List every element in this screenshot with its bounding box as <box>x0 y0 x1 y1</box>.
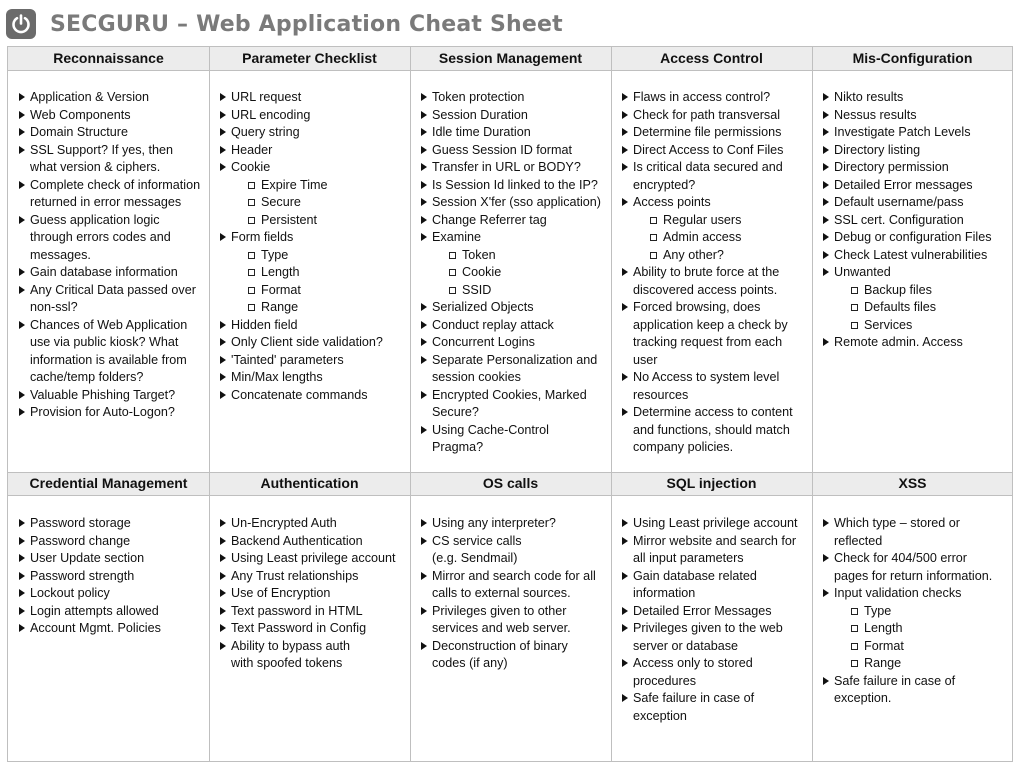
list-item: Lockout policy <box>18 585 208 603</box>
list-item: SSL Support? If yes, then <box>18 142 208 160</box>
list-item: SSL cert. Configuration <box>822 212 1012 230</box>
list-item-continuation: codes (if any) <box>432 656 508 670</box>
page-title: SECGURU – Web Application Cheat Sheet <box>50 11 563 37</box>
list-item-continuation: reflected <box>834 533 883 548</box>
list-item: Text password in HTML <box>219 603 409 621</box>
sub-list-item: Admin access <box>621 229 811 247</box>
list-item-continuation: Pragma? <box>432 440 484 454</box>
list-item: Valuable Phishing Target? <box>18 387 208 405</box>
list-item: Hidden field <box>219 317 409 335</box>
sub-list-item: Any other? <box>621 247 811 265</box>
list-item: Is Session Id linked to the IP? <box>420 177 610 195</box>
list-item: Using Least privilege account <box>219 550 409 568</box>
list-item: Transfer in URL or BODY? <box>420 159 610 177</box>
list-item: Using Least privilege account <box>621 515 811 533</box>
list-item: Using any interpreter? <box>420 515 610 533</box>
list-item-continuation: session cookies <box>432 370 521 384</box>
column-divider <box>611 47 612 761</box>
header-mis-configuration: Mis-Configuration <box>852 50 973 66</box>
list-item: Ability to brute force at the <box>621 264 811 282</box>
list-item: Guess application logic <box>18 212 208 230</box>
sub-list-item: Expire Time <box>219 177 409 195</box>
list-item: Password storage <box>18 515 208 533</box>
list-item: Determine access to content <box>621 404 811 422</box>
sub-list-item: Cookie <box>420 264 610 282</box>
list-item: Token protection <box>420 89 610 107</box>
list-item: Concurrent Logins <box>420 334 610 352</box>
list-item: Examine <box>420 229 610 247</box>
list-item-continuation: resources <box>633 387 689 402</box>
sub-list-item: Services <box>822 317 1012 335</box>
access-control-list <box>621 89 811 457</box>
list-item: CS service calls <box>420 533 610 551</box>
list-item-continuation: cache/temp folders? <box>30 370 144 384</box>
header-access-control: Access Control <box>660 50 763 66</box>
header-xss: XSS <box>898 475 927 491</box>
column-divider <box>209 47 210 761</box>
parameter-checklist-list <box>219 89 409 404</box>
power-icon <box>6 9 36 39</box>
xss-list <box>822 515 1012 708</box>
list-item: Idle time Duration <box>420 124 610 142</box>
list-item: Using Cache-Control <box>420 422 610 440</box>
list-item-continuation: server or database <box>633 638 739 653</box>
column-divider <box>410 47 411 761</box>
list-item: Web Components <box>18 107 208 125</box>
list-item-continuation: and functions, should match <box>633 422 790 437</box>
list-item-continuation: exception <box>633 708 687 723</box>
list-item: Which type – stored or <box>822 515 1012 533</box>
title-bar <box>6 6 563 42</box>
list-item: Default username/pass <box>822 194 1012 212</box>
list-item: Serialized Objects <box>420 299 610 317</box>
list-item: Mirror website and search for <box>621 533 811 551</box>
list-item-continuation: what version & ciphers. <box>30 160 161 174</box>
list-item: Session X'fer (sso application) <box>420 194 610 212</box>
list-item: Gain database related <box>621 568 811 586</box>
sub-list-item: Type <box>219 247 409 265</box>
sub-list-item: Backup files <box>822 282 1012 300</box>
list-item-continuation: company policies. <box>633 440 734 454</box>
list-item-continuation: Secure? <box>432 405 479 419</box>
list-item-continuation: returned in error messages <box>30 195 182 209</box>
os-calls-list <box>420 515 610 673</box>
sub-list-item: Format <box>822 638 1012 656</box>
list-item: Separate Personalization and <box>420 352 610 370</box>
list-item: Cookie <box>219 159 409 177</box>
list-item: Any Trust relationships <box>219 568 409 586</box>
list-item: Header <box>219 142 409 160</box>
list-item-continuation: information is available from <box>30 352 187 367</box>
list-item-continuation: discovered access points. <box>633 282 778 297</box>
sub-list-item: Defaults files <box>822 299 1012 317</box>
list-item: Check for path transversal <box>621 107 811 125</box>
list-item: Directory listing <box>822 142 1012 160</box>
list-item-continuation: application keep a check by <box>633 317 788 332</box>
sub-list-item: Type <box>822 603 1012 621</box>
sub-list-item: Format <box>219 282 409 300</box>
mis-configuration-list <box>822 89 1012 352</box>
list-item: Nikto results <box>822 89 1012 107</box>
header-reconnaissance: Reconnaissance <box>53 50 164 66</box>
list-item: Is critical data secured and <box>621 159 811 177</box>
list-item: Only Client side validation? <box>219 334 409 352</box>
list-item: Backend Authentication <box>219 533 409 551</box>
list-item: Min/Max lengths <box>219 369 409 387</box>
list-item: Safe failure in case of <box>621 690 811 708</box>
reconnaissance-list <box>18 89 208 422</box>
list-item: User Update section <box>18 550 208 568</box>
list-item: Unwanted <box>822 264 1012 282</box>
list-item: Detailed Error Messages <box>621 603 811 621</box>
list-item-continuation: (e.g. Sendmail) <box>432 551 518 565</box>
header-authentication: Authentication <box>260 475 359 491</box>
list-item: Any Critical Data passed over <box>18 282 208 300</box>
list-item-continuation: calls to external sources. <box>432 586 571 600</box>
header-credential-management: Credential Management <box>29 475 188 491</box>
list-item: Debug or configuration Files <box>822 229 1012 247</box>
list-item-continuation: pages for return information. <box>834 568 993 583</box>
list-item-continuation: use via public kiosk? What <box>30 335 179 349</box>
header-session-management: Session Management <box>438 50 583 66</box>
list-item-continuation: services and web server. <box>432 621 571 635</box>
sub-list-item: Persistent <box>219 212 409 230</box>
sql-injection-list <box>621 515 811 725</box>
list-item: Account Mgmt. Policies <box>18 620 208 638</box>
list-item: Concatenate commands <box>219 387 409 405</box>
list-item: 'Tainted' parameters <box>219 352 409 370</box>
list-item: Gain database information <box>18 264 208 282</box>
list-item: Mirror and search code for all <box>420 568 610 586</box>
list-item: Form fields <box>219 229 409 247</box>
list-item: Conduct replay attack <box>420 317 610 335</box>
list-item-continuation: with spoofed tokens <box>231 656 343 670</box>
list-item: Privileges given to the web <box>621 620 811 638</box>
list-item-continuation: encrypted? <box>633 177 696 192</box>
list-item: Privileges given to other <box>420 603 610 621</box>
sub-list-item: Secure <box>219 194 409 212</box>
list-item: Encrypted Cookies, Marked <box>420 387 610 405</box>
list-item: Input validation checks <box>822 585 1012 603</box>
list-item: Password change <box>18 533 208 551</box>
list-item-continuation: exception. <box>834 691 892 705</box>
list-item: Determine file permissions <box>621 124 811 142</box>
list-item-continuation: tracking request from each <box>633 335 783 349</box>
list-item: Forced browsing, does <box>621 299 811 317</box>
header-parameter-checklist: Parameter Checklist <box>242 50 377 66</box>
list-item: Query string <box>219 124 409 142</box>
list-item-continuation: procedures <box>633 673 697 688</box>
list-item: Ability to bypass auth <box>219 638 409 656</box>
list-item: Password strength <box>18 568 208 586</box>
list-item-continuation: messages. <box>30 247 91 262</box>
list-item: Complete check of information <box>18 177 208 195</box>
list-item: Remote admin. Access <box>822 334 1012 352</box>
sub-list-item: SSID <box>420 282 610 300</box>
list-item: Provision for Auto-Logon? <box>18 404 208 422</box>
authentication-list <box>219 515 409 673</box>
header-sql-injection: SQL injection <box>666 475 757 491</box>
list-item: Change Referrer tag <box>420 212 610 230</box>
list-item: Use of Encryption <box>219 585 409 603</box>
list-item-continuation: information <box>633 586 696 600</box>
list-item: Check for 404/500 error <box>822 550 1012 568</box>
list-item: Login attempts allowed <box>18 603 208 621</box>
list-item: Session Duration <box>420 107 610 125</box>
list-item: Directory permission <box>822 159 1012 177</box>
list-item: Detailed Error messages <box>822 177 1012 195</box>
list-item: Chances of Web Application <box>18 317 208 335</box>
list-item: URL encoding <box>219 107 409 125</box>
list-item: Guess Session ID format <box>420 142 610 160</box>
sub-list-item: Range <box>219 299 409 317</box>
list-item: Nessus results <box>822 107 1012 125</box>
list-item-continuation: user <box>633 352 658 367</box>
credential-management-list <box>18 515 208 638</box>
list-item: Application & Version <box>18 89 208 107</box>
session-management-list <box>420 89 610 457</box>
sub-list-item: Range <box>822 655 1012 673</box>
list-item-continuation: all input parameters <box>633 551 744 565</box>
list-item: Deconstruction of binary <box>420 638 610 656</box>
list-item: Domain Structure <box>18 124 208 142</box>
column-divider <box>812 47 813 761</box>
list-item-continuation: non-ssl? <box>30 300 78 314</box>
sub-list-item: Length <box>219 264 409 282</box>
sub-list-item: Token <box>420 247 610 265</box>
list-item: Text Password in Config <box>219 620 409 638</box>
list-item: URL request <box>219 89 409 107</box>
list-item: Un-Encrypted Auth <box>219 515 409 533</box>
sub-list-item: Regular users <box>621 212 811 230</box>
list-item: Access only to stored <box>621 655 811 673</box>
cheat-sheet-grid <box>7 46 1013 762</box>
list-item-continuation: through errors codes and <box>30 230 171 244</box>
list-item: Check Latest vulnerabilities <box>822 247 1012 265</box>
list-item: Direct Access to Conf Files <box>621 142 811 160</box>
header-os-calls: OS calls <box>482 475 539 491</box>
sub-list-item: Length <box>822 620 1012 638</box>
list-item: Safe failure in case of <box>822 673 1012 691</box>
list-item: Flaws in access control? <box>621 89 811 107</box>
list-item: Investigate Patch Levels <box>822 124 1012 142</box>
list-item: No Access to system level <box>621 369 811 387</box>
list-item: Access points <box>621 194 811 212</box>
